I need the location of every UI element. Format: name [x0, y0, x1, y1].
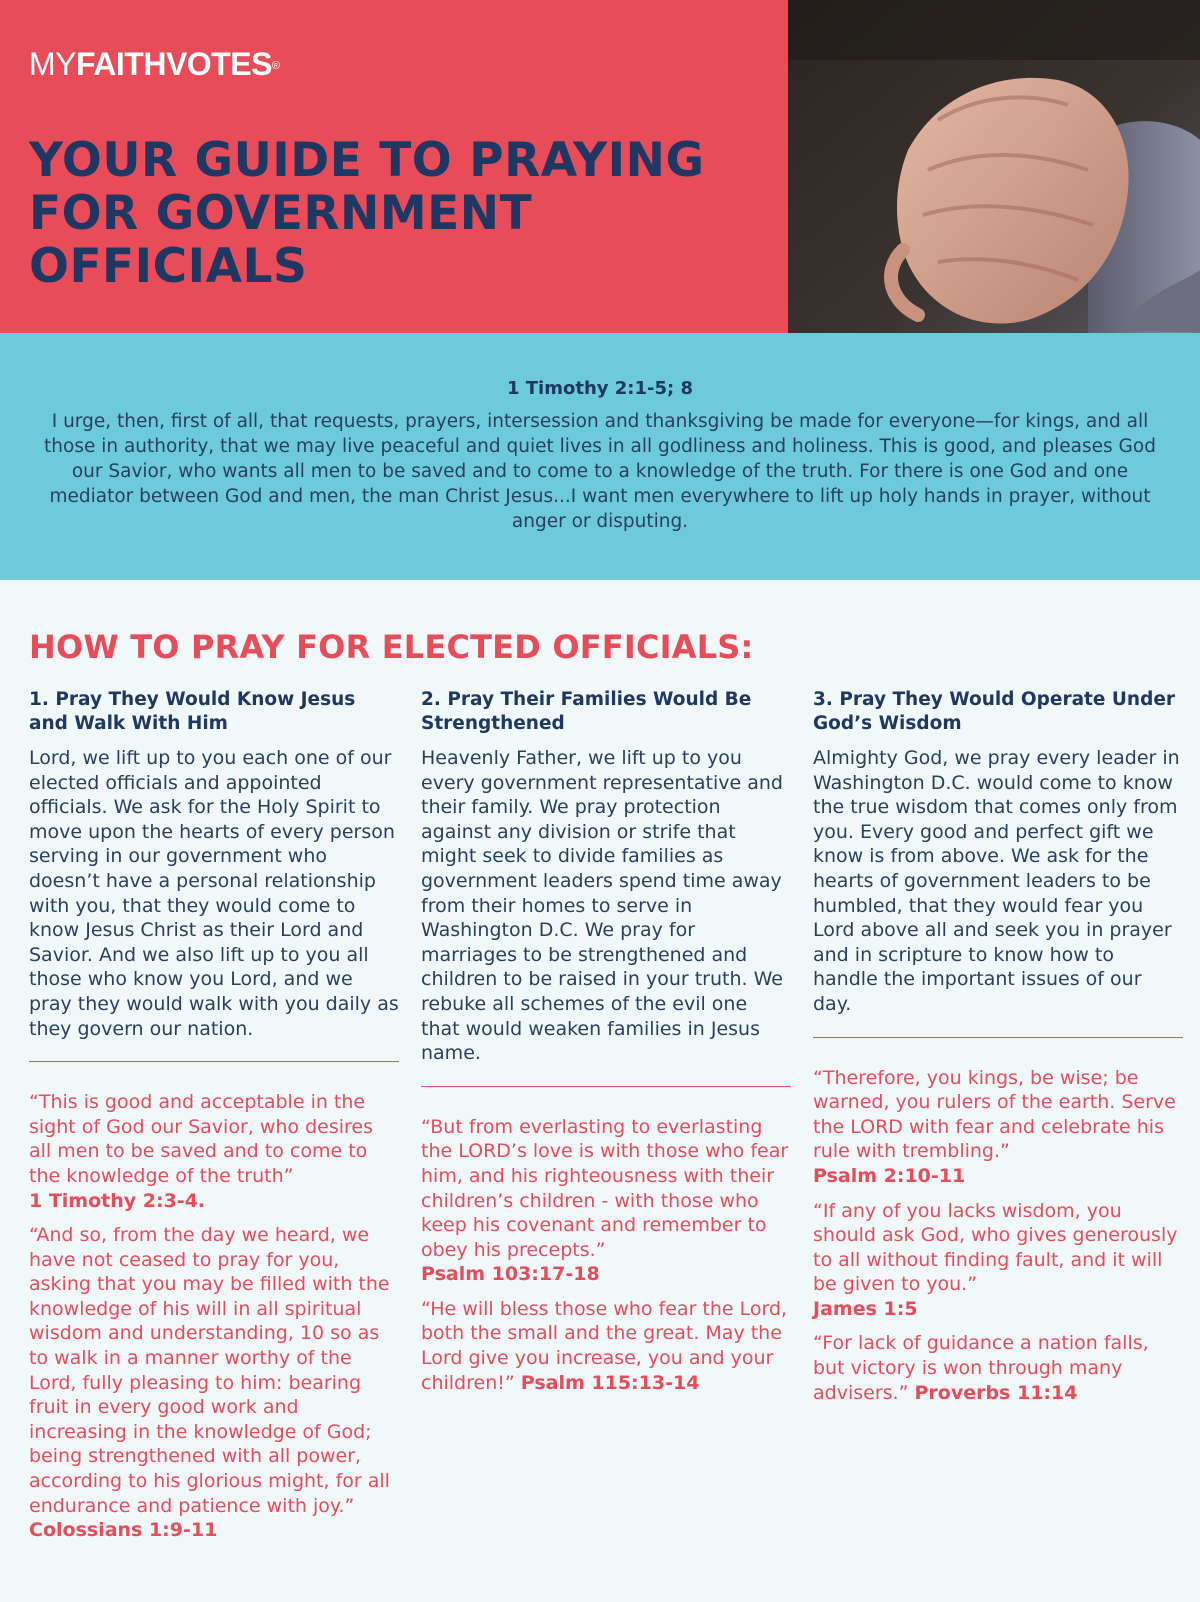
quote-text: “But from everlasting to everlasting the LORD’s love is with those who fear him, and his righteousness with their children’s children - with those who keep his covenant and remember to obey his precepts.” [421, 1115, 789, 1261]
hero-banner [0, 0, 1200, 333]
quote-reference: Colossians 1:9-11 [29, 1519, 218, 1542]
quote-reference: Psalm 103:17-18 [421, 1263, 600, 1286]
quote-reference: Psalm 115:13-14 [520, 1371, 700, 1394]
quote-reference: 1 Timothy 2:3-4. [29, 1189, 206, 1212]
scripture-quote [421, 1115, 791, 1287]
scripture-quote [29, 1090, 399, 1213]
praying-hands-photo [788, 0, 1200, 333]
scripture-banner [0, 333, 1200, 580]
page-title: YOUR GUIDE TO PRAYING FOR GOVERNMENT OFFICIALS [29, 133, 705, 294]
logo-registered-mark: ® [271, 60, 280, 72]
column-heading: 1. Pray They Would Know Jesus and Walk With Him [29, 689, 356, 734]
column-heading: 3. Pray They Would Operate Under God’s Wisdom [813, 689, 1175, 734]
section-title: HOW TO PRAY FOR ELECTED OFFICIALS: [29, 628, 754, 666]
logo-text-my: MY [29, 46, 76, 82]
prayer-text: Heavenly Father, we lift up to you every government representative and their family. We pray protection against any division or strife that might seek to divide families as government leaders spend time away from their homes to serve in Washington D.C. We pray for marriages to be strengthened and children to be raised in your truth. We rebuke all schemes of the evil one that would weaken families in Jesus name. [421, 747, 783, 1065]
hero-red-panel [0, 0, 788, 333]
quote-text: “He will bless those who fear the Lord, both the small and the great. May the Lord give you increase, you and your children!” [421, 1297, 788, 1394]
quote-reference: James 1:5 [813, 1297, 918, 1320]
quote-text: “If any of you lacks wisdom, you should ask God, who gives generously to all without finding fault, and it will be given to you.” [813, 1199, 1178, 1296]
scripture-quote [813, 1199, 1183, 1322]
prayer-text: Lord, we lift up to you each one of our elected officials and appointed officials. We ask for the Holy Spirit to move upon the hearts of every person serving in our government who doesn’t have a personal relationship with you, that they would come to know Jesus Christ as their Lord and Savior. And we also lift up to you all those who know you Lord, and we pray they would walk with you daily as they govern our nation. [29, 747, 399, 1040]
scripture-text: I urge, then, first of all, that requests, prayers, intersession and thanksgiving be made for everyone—for kings, and all those in authority, that we may live peaceful and quiet lives in all godliness and holiness. This is good, and pleases God our Savior, who wants all men to be saved and to come to a knowledge of the truth. For there is one God and one mediator between God and men, the man Christ Jesus...I want men everywhere to lift up holy hands in prayer, without anger or disputing. [44, 411, 1156, 532]
scripture-reference: 1 Timothy 2:1-5; 8 [506, 378, 693, 399]
prayer-column-3 [813, 688, 1183, 1415]
praying-hands-illustration [788, 0, 1200, 333]
myfaithvotes-logo[interactable] [29, 46, 280, 82]
column-divider [813, 1037, 1183, 1038]
quote-text: “And so, from the day we heard, we have not ceased to pray for you, asking that you may be filled with the knowledge of his will in all spiritual wisdom and understanding, 10 so as to walk in a manner worthy of the Lord, fully pleasing to him: bearing fruit in every good work and increasing in the knowledge of God; being strengthened with all power, according to his glorious might, for all endurance and patience with joy.” [29, 1224, 390, 1517]
column-divider [421, 1086, 791, 1087]
quote-text: “For lack of guidance a nation falls, but victory is won through many advisers.” [813, 1332, 1149, 1404]
column-divider [29, 1061, 399, 1062]
prayer-column-1 [29, 688, 399, 1553]
quote-text: “Therefore, you kings, be wise; be warned, you rulers of the earth. Serve the LORD with fear and celebrate his rule with trembling.” [813, 1066, 1176, 1163]
scripture-quote [421, 1297, 791, 1395]
scripture-quote [813, 1331, 1183, 1405]
prayer-column-2 [421, 688, 791, 1405]
prayer-text: Almighty God, we pray every leader in Washington D.C. would come to know the true wisdom that comes only from you. Every good and perfect gift we know is from above. We ask for the hearts of government leaders to be humbled, that they would fear you Lord above all and seek you in prayer and in scripture to know how to handle the important issues of our day. [813, 747, 1180, 1015]
quote-text: “This is good and acceptable in the sight of God our Savior, who desires all men to be saved and to come to the knowledge of the truth” [29, 1091, 373, 1187]
quote-reference: Proverbs 11:14 [914, 1381, 1078, 1404]
scripture-quote [813, 1066, 1183, 1189]
logo-text-faithvotes: FAITHVOTES [76, 46, 272, 82]
quote-reference: Psalm 2:10-11 [813, 1164, 966, 1187]
column-heading: 2. Pray Their Families Would Be Strengthened [421, 689, 752, 734]
scripture-quote [29, 1223, 399, 1543]
